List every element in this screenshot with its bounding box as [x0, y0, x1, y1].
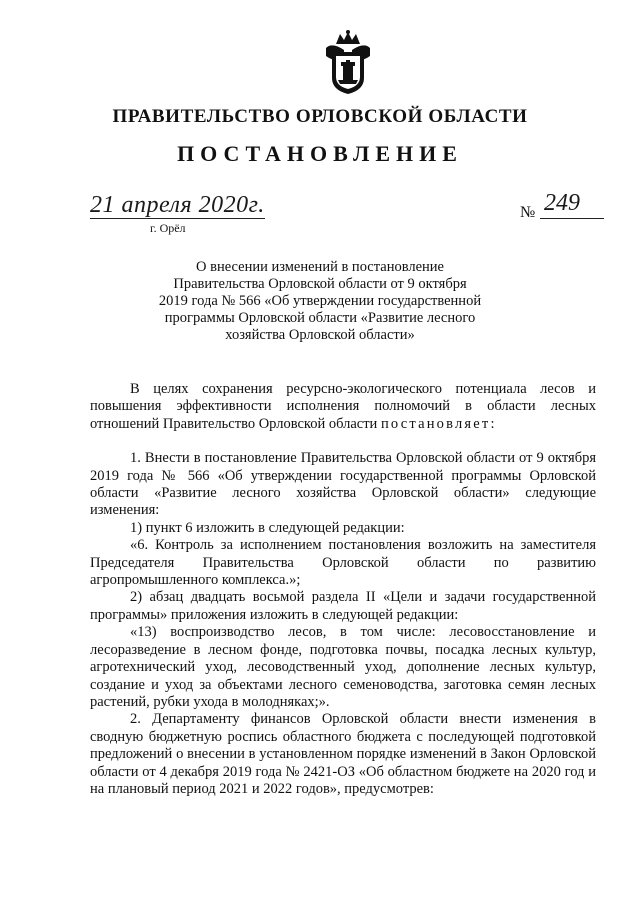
government-title: ПРАВИТЕЛЬСТВО ОРЛОВСКОЙ ОБЛАСТИ	[112, 106, 528, 127]
body-paragraph: 1. Внести в постановление Правительства Орловской области от 9 октября 2019 года № 566 «Об утверждении государственной программы Орловской области «Развитие лесного хозяйства Орловской области» следующие изменения:	[90, 450, 596, 519]
coat-of-arms-emblem	[322, 30, 374, 96]
subject-line: О внесении изменений в постановление	[196, 259, 444, 275]
handwritten-date: 21 апреля 2020г.	[90, 192, 265, 218]
body-paragraph: 2. Департаменту финансов Орловской области внести изменения в сводную бюджетную роспись областного бюджета с последующей подготовкой предложений о внесении в установленном порядке изменений в Закон Орловской области от 4 декабря 2019 года № 2421-ОЗ «Об областном бюджете на 2020 год и на плановый период 2021 и 2022 годов», предусмотрев:	[90, 711, 596, 797]
subject-line: Правительства Орловской области от 9 октября	[173, 276, 467, 292]
number-underline	[540, 218, 604, 219]
document-type-title: ПОСТАНОВЛЕНИЕ	[177, 141, 463, 166]
city-label: г. Орёл	[150, 221, 186, 235]
body-paragraph: 2) абзац двадцать восьмой раздела II «Цели и задачи государственной программы» приложения изложить в следующей редакции:	[90, 589, 596, 623]
preamble-paragraph	[90, 381, 596, 433]
document-body	[90, 381, 596, 798]
handwritten-number: 249	[544, 190, 580, 216]
document-subject	[130, 259, 510, 344]
date-underline	[90, 218, 265, 219]
preamble-text: В целях сохранения ресурсно-экологического потенциала лесов и повышения эффективности исполнения полномочий в области лесных отношений Правительство Орловской области	[90, 381, 596, 432]
subject-line: 2019 года № 566 «Об утверждении государственной	[158, 293, 482, 309]
preamble-keyword: постановляет:	[380, 415, 497, 432]
subject-line: хозяйства Орловской области»	[225, 327, 415, 343]
body-paragraph: «13) воспроизводство лесов, в том числе: лесовосстановление и лесоразведение в лесном фонде, подготовка почвы, посадка лесных культур, агротехнический уход, лесоводственный уход, дополнение лесных культур, создание и уход за объектами лесного семеноводства, заготовка семян лесных растений, рубки ухода в молодняках;».	[90, 624, 596, 710]
body-paragraph: 1) пункт 6 изложить в следующей редакции:	[130, 519, 405, 536]
body-paragraph: «6. Контроль за исполнением постановления возложить на заместителя Председателя Правительства Орловской области по развитию агропромышленного комплекса.»;	[90, 537, 596, 589]
number-label: №	[520, 204, 536, 221]
subject-line: программы Орловской области «Развитие лесного	[164, 310, 476, 326]
